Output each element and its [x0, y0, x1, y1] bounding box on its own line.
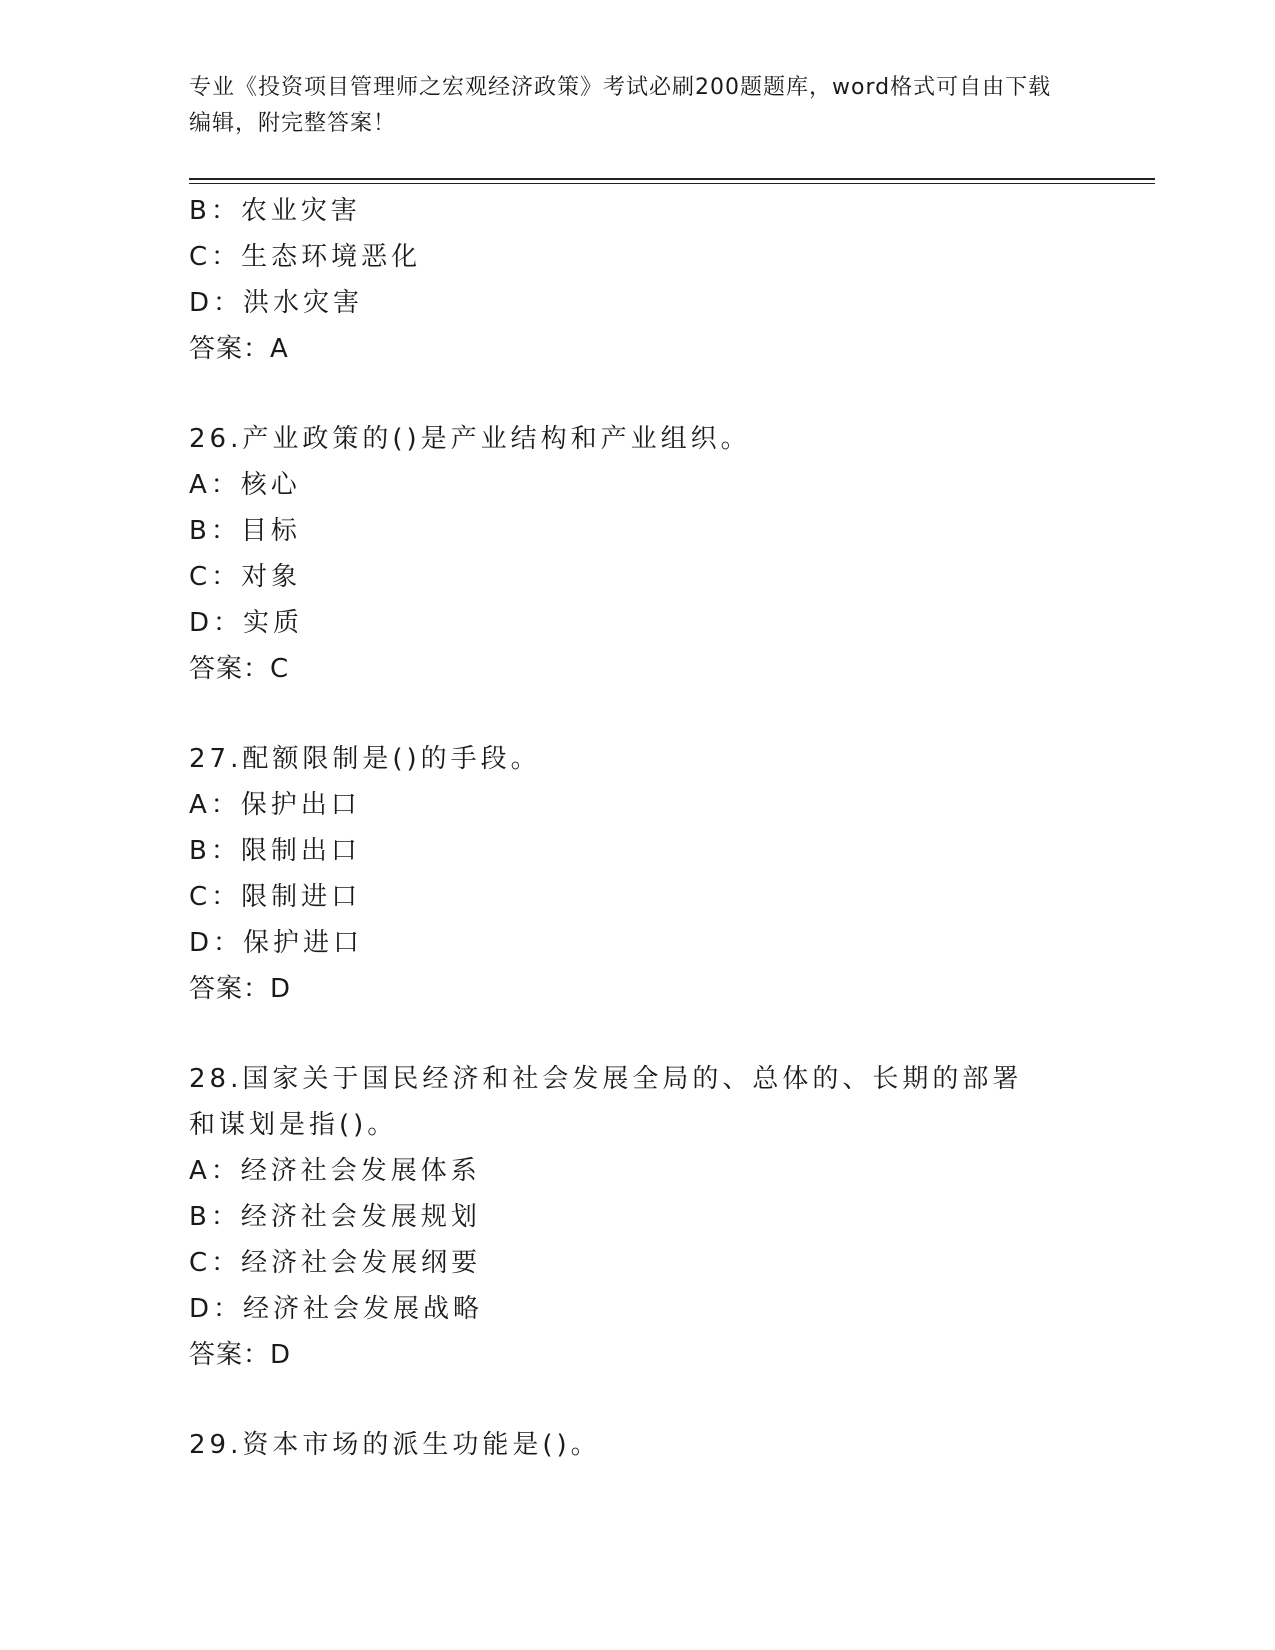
- option-d: D：洪水灾害: [189, 288, 364, 318]
- question-stem: 26.产业政策的()是产业结构和产业组织。: [189, 424, 751, 454]
- header-divider: [189, 178, 1155, 180]
- option-a: A：核心: [189, 470, 301, 500]
- answer: 答案：A: [189, 334, 289, 364]
- option-b: B：限制出口: [189, 836, 361, 866]
- option-c: C：经济社会发展纲要: [189, 1248, 482, 1278]
- header-divider-thin: [189, 183, 1155, 184]
- option-c: C：对象: [189, 562, 302, 592]
- question-29: [189, 1422, 1089, 1468]
- option-d: D：经济社会发展战略: [189, 1294, 484, 1324]
- answer: 答案：C: [189, 654, 290, 684]
- option-c: C：生态环境恶化: [189, 242, 422, 272]
- question-stem: 28.国家关于国民经济和社会发展全局的、总体的、长期的部署和谋划是指()。: [189, 1064, 1023, 1140]
- option-b: B：目标: [189, 516, 301, 546]
- option-a: A：保护出口: [189, 790, 361, 820]
- question-26: [189, 416, 1089, 692]
- option-b: B：农业灾害: [189, 196, 361, 226]
- answer: 答案：D: [189, 1340, 292, 1370]
- option-d: D：保护进口: [189, 928, 364, 958]
- document-header: 专业《投资项目管理师之宏观经济政策》考试必刷200题题库，word格式可自由下载编辑，附完整答案！: [189, 75, 1052, 136]
- option-d: D：实质: [189, 608, 304, 638]
- answer: 答案：D: [189, 974, 292, 1004]
- option-a: A：经济社会发展体系: [189, 1156, 481, 1186]
- carryover-question: [189, 188, 1089, 372]
- question-stem: 27.配额限制是()的手段。: [189, 744, 541, 774]
- question-27: [189, 736, 1089, 1012]
- option-c: C：限制进口: [189, 882, 362, 912]
- question-list: [189, 188, 1089, 1468]
- question-stem: 29.资本市场的派生功能是()。: [189, 1430, 601, 1460]
- option-b: B：经济社会发展规划: [189, 1202, 481, 1232]
- question-28: [189, 1056, 1089, 1378]
